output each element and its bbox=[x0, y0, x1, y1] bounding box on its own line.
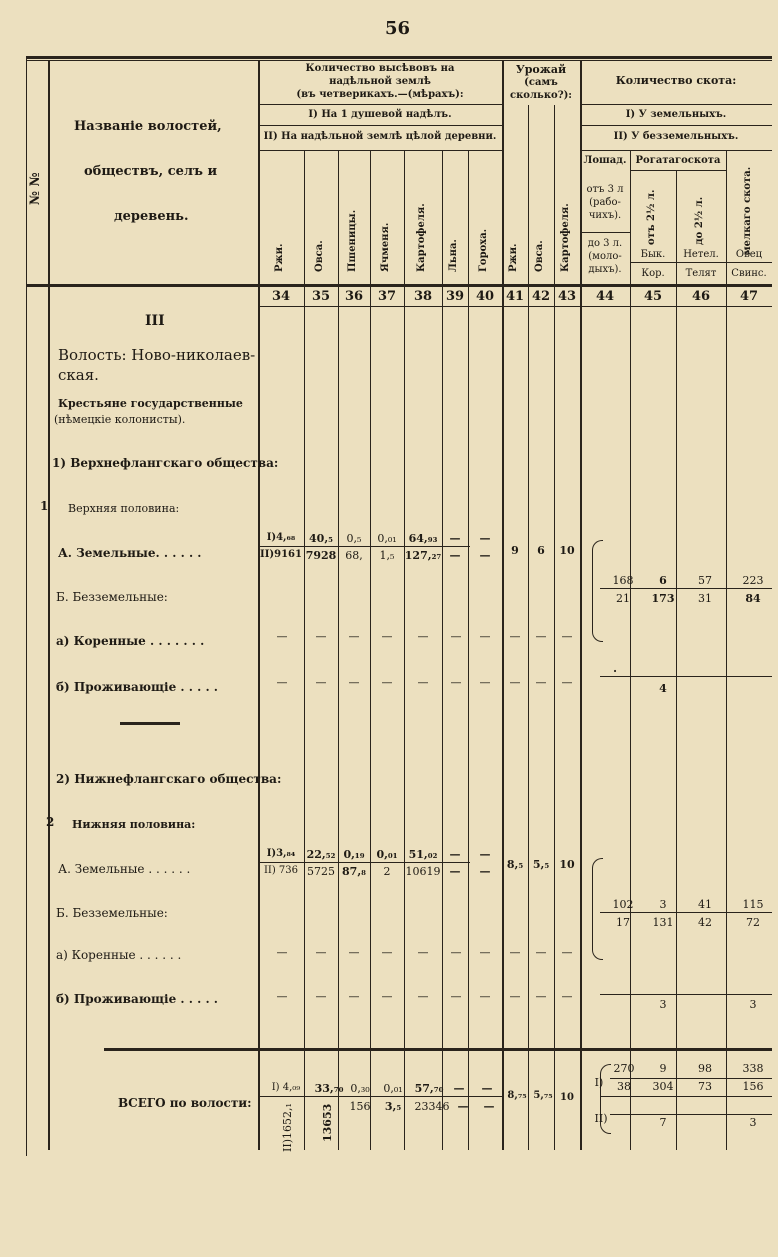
section-number: III bbox=[145, 313, 165, 329]
number-sign-header: № № bbox=[28, 172, 43, 205]
page-number: 56 bbox=[385, 18, 411, 39]
